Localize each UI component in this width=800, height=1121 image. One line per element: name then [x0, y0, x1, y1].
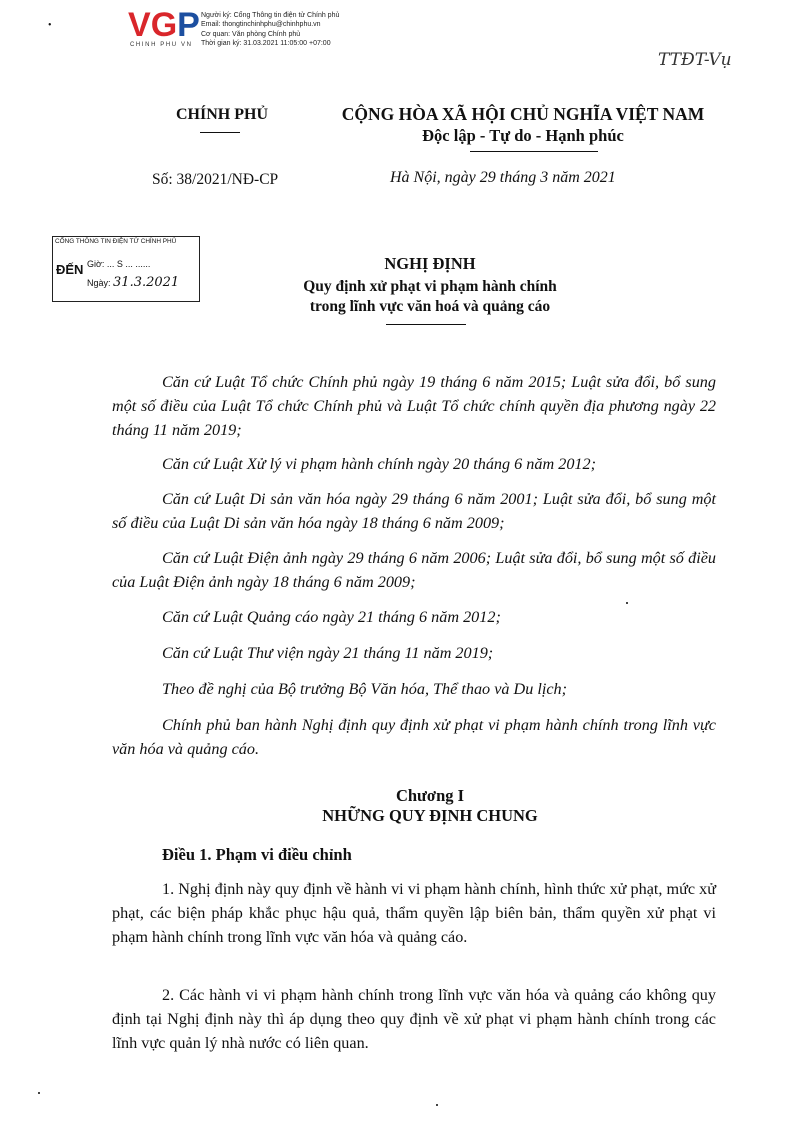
bullet-mark: •: [48, 20, 52, 31]
chapter-name: NHỮNG QUY ĐỊNH CHUNG: [322, 806, 538, 825]
preamble-paragraph: Căn cứ Luật Tổ chức Chính phủ ngày 19 tháng 6 năm 2015; Luật sửa đổi, bổ sung một số điều của Luật Tổ chức Chính phủ và Luật Tổ chức chính quyền địa phương ngày 22 tháng 11 năm 2019;: [112, 373, 716, 439]
document-type: NGHỊ ĐỊNH: [384, 254, 476, 273]
title-underline: [386, 324, 466, 325]
place-and-date: Hà Nội, ngày 29 tháng 3 năm 2021: [390, 169, 616, 186]
vgp-logo: [128, 6, 200, 42]
email-line: Email: thongtinchinhphu@chinhphu.vn: [201, 21, 321, 29]
scan-speck: [626, 602, 628, 604]
document-subject-line-2: trong lĩnh vực văn hoá và quảng cáo: [309, 298, 551, 315]
vgp-logo-p: P: [177, 6, 200, 44]
article-heading: Điều 1. Phạm vi điều chỉnh: [162, 845, 352, 864]
sign-time-line: Thời gian ký: 31.03.2021 11:05:00 +07:00: [201, 40, 331, 48]
stamp-date-value: 31.3.2021: [113, 275, 180, 290]
stamp-date: [87, 275, 179, 290]
vgp-logo-g: G: [150, 6, 178, 44]
issuer-name: CHÍNH PHỦ: [176, 106, 268, 123]
preamble-paragraph: Căn cứ Luật Quảng cáo ngày 21 tháng 6 năm 2012;: [162, 608, 501, 626]
document-number: Số: 38/2021/NĐ-CP: [152, 171, 279, 188]
handwritten-note: TTĐT-Vụ: [658, 50, 732, 70]
preamble-paragraph: Căn cứ Luật Di sản văn hóa ngày 29 tháng 6 năm 2001; Luật sửa đổi, bổ sung một số điều của Luật Di sản văn hóa ngày 18 tháng 6 năm 2009;: [112, 490, 716, 532]
preamble-paragraph: Chính phủ ban hành Nghị định quy định xử phạt vi phạm hành chính trong lĩnh vực văn hóa và quảng cáo.: [112, 716, 716, 758]
vgp-logo-v: V: [128, 6, 151, 44]
signature-metadata: [201, 11, 339, 49]
motto-underline: [470, 151, 598, 152]
vgp-subtitle: CHINH PHU VN: [130, 42, 193, 48]
article-clause: 1. Nghị định này quy định về hành vi vi phạm hành chính, hình thức xử phạt, mức xử phạt, các biện pháp khắc phục hậu quả, thẩm quyền lập biên bản, thẩm quyền xử phạt vi phạm hành chính trong lĩnh vực văn hóa và quảng cáo.: [112, 880, 716, 946]
preamble-paragraph: Căn cứ Luật Điện ảnh ngày 29 tháng 6 năm 2006; Luật sửa đổi, bổ sung một số điều của Luật Điện ảnh ngày 18 tháng 6 năm 2009;: [112, 549, 716, 591]
document-subject-line-1: Quy định xử phạt vi phạm hành chính: [303, 278, 557, 295]
scan-speck: [436, 1104, 438, 1106]
scan-speck: [38, 1092, 40, 1094]
issuer-underline: [200, 132, 240, 133]
agency-line: Cơ quan: Văn phòng Chính phủ: [201, 30, 301, 38]
signer-line: Người ký: Cổng Thông tin điện tử Chính phủ: [201, 12, 340, 19]
preamble-paragraph: Căn cứ Luật Xử lý vi phạm hành chính ngày 20 tháng 6 năm 2012;: [162, 455, 596, 473]
stamp-den-label: ĐẾN: [56, 262, 84, 277]
preamble-paragraph: Theo đề nghị của Bộ trưởng Bộ Văn hóa, Thể thao và Du lịch;: [162, 680, 568, 698]
national-motto: Độc lập - Tự do - Hạnh phúc: [422, 126, 624, 145]
stamp-date-label: Ngày:: [87, 278, 111, 288]
preamble-paragraph: Căn cứ Luật Thư viện ngày 21 tháng 11 năm 2019;: [162, 644, 494, 662]
stamp-org: CỔNG THÔNG TIN ĐIỆN TỬ CHÍNH PHỦ: [55, 238, 177, 245]
article-clause: 2. Các hành vi vi phạm hành chính trong lĩnh vực văn hóa và quảng cáo không quy định tại Nghị định này thì áp dụng theo quy định về xử phạt vi phạm hành chính trong các lĩnh vực quản lý nhà nước có liên quan.: [112, 986, 716, 1052]
nation-name: CỘNG HÒA XÃ HỘI CHỦ NGHĨA VIỆT NAM: [341, 104, 705, 124]
received-stamp: [52, 236, 200, 302]
stamp-time: Giờ: ... S ... ......: [87, 259, 151, 269]
chapter-label: Chương I: [395, 786, 465, 805]
